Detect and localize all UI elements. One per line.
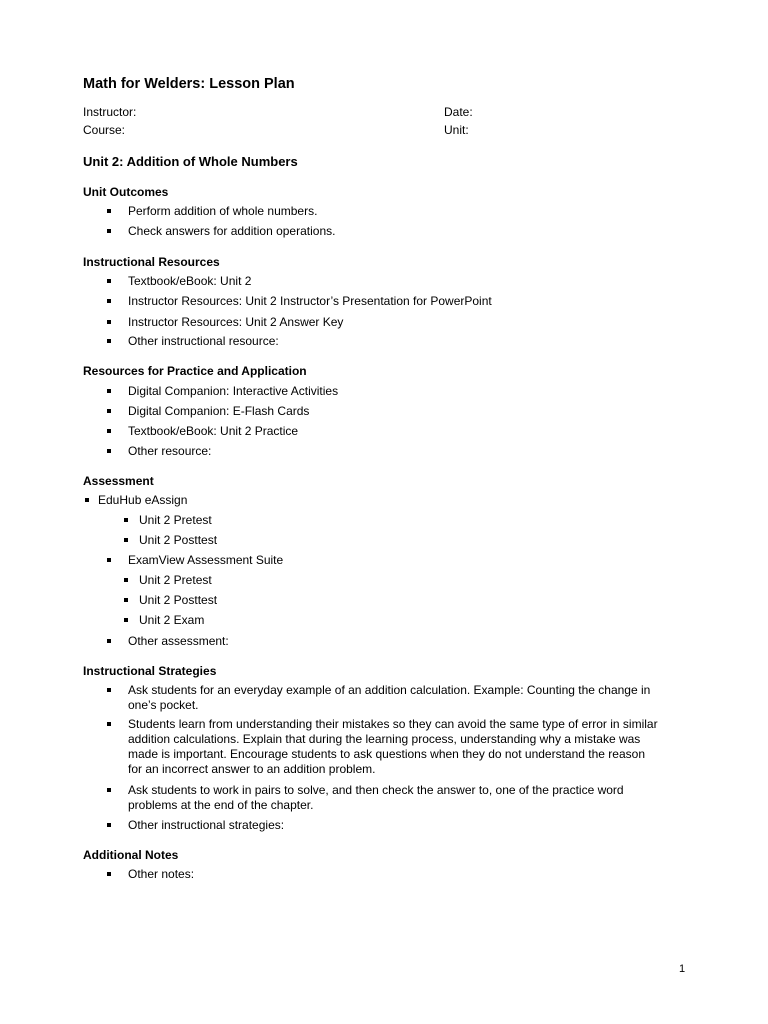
bullet-icon: [124, 618, 128, 622]
bullet-icon: [107, 639, 111, 643]
bullet-icon: [107, 389, 111, 393]
bullet-icon: [124, 518, 128, 522]
list-item: Other assessment:: [128, 634, 229, 648]
list-item: Check answers for addition operations.: [128, 224, 336, 238]
list-item: Digital Companion: E-Flash Cards: [128, 404, 310, 418]
list-item: Instructor Resources: Unit 2 Instructor’s Presentation for PowerPoint: [128, 294, 492, 308]
list-item-line: Other instructional strategies:: [128, 818, 285, 832]
bullet-icon: [107, 209, 111, 213]
bullet-icon: [124, 538, 128, 542]
page-title: Math for Welders: Lesson Plan: [83, 76, 295, 92]
list-item: ExamView Assessment Suite: [128, 553, 284, 567]
bullet-icon: [107, 688, 111, 692]
bullet-icon: [107, 279, 111, 283]
bullet-icon: [85, 498, 89, 502]
list-item-line: Ask students to work in pairs to solve, and then check the answer to, one of the practice word: [128, 783, 624, 797]
list-item: Other notes:: [128, 867, 195, 881]
bullet-icon: [107, 429, 111, 433]
list-item: Unit 2 Pretest: [139, 513, 212, 527]
bullet-icon: [107, 558, 111, 562]
bullet-icon: [107, 409, 111, 413]
list-item-line: one’s pocket.: [128, 698, 199, 712]
bullet-icon: [107, 823, 111, 827]
practice-heading: Resources for Practice and Application: [83, 364, 307, 378]
unit-label: Unit:: [444, 123, 469, 137]
instructor-label: Instructor:: [83, 105, 137, 119]
bullet-icon: [107, 339, 111, 343]
bullet-icon: [107, 788, 111, 792]
page-number: 1: [679, 963, 686, 975]
notes-heading: Additional Notes: [83, 848, 179, 862]
course-label: Course:: [83, 123, 126, 137]
bullet-icon: [107, 449, 111, 453]
list-item: Unit 2 Posttest: [139, 533, 218, 547]
resources-heading: Instructional Resources: [83, 255, 220, 269]
outcomes-heading: Unit Outcomes: [83, 185, 169, 199]
list-item-line: addition calculations. Explain that during the learning process, understanding why a mistake was: [128, 732, 641, 746]
list-item-line: Students learn from understanding their mistakes so they can avoid the same type of error in similar: [128, 717, 658, 731]
bullet-icon: [107, 320, 111, 324]
list-item: Other resource:: [128, 444, 212, 458]
list-item: Digital Companion: Interactive Activities: [128, 384, 339, 398]
unit-title: Unit 2: Addition of Whole Numbers: [83, 154, 298, 169]
strategies-heading: Instructional Strategies: [83, 664, 217, 678]
list-item: Perform addition of whole numbers.: [128, 204, 318, 218]
bullet-icon: [124, 578, 128, 582]
bullet-icon: [107, 299, 111, 303]
bullet-icon: [107, 722, 111, 726]
date-label: Date:: [444, 105, 473, 119]
assessment-heading: Assessment: [83, 474, 154, 488]
list-item: Other instructional resource:: [128, 334, 279, 348]
list-item: Unit 2 Exam: [139, 613, 205, 627]
list-item-line: problems at the end of the chapter.: [128, 798, 314, 812]
list-item: Instructor Resources: Unit 2 Answer Key: [128, 315, 344, 329]
bullet-icon: [124, 598, 128, 602]
list-item-line: Ask students for an everyday example of an addition calculation. Example: Counting the change in: [128, 683, 651, 697]
bullet-icon: [107, 872, 111, 876]
list-item: Textbook/eBook: Unit 2 Practice: [128, 424, 299, 438]
list-item: Unit 2 Pretest: [139, 573, 212, 587]
list-item: Unit 2 Posttest: [139, 593, 218, 607]
list-item: EduHub eAssign: [98, 493, 188, 507]
list-item: Textbook/eBook: Unit 2: [128, 274, 252, 288]
list-item-line: for an incorrect answer to an addition problem.: [128, 762, 376, 776]
list-item-line: made is important. Encourage students to ask questions when they do not understand the reason: [128, 747, 645, 761]
bullet-icon: [107, 229, 111, 233]
